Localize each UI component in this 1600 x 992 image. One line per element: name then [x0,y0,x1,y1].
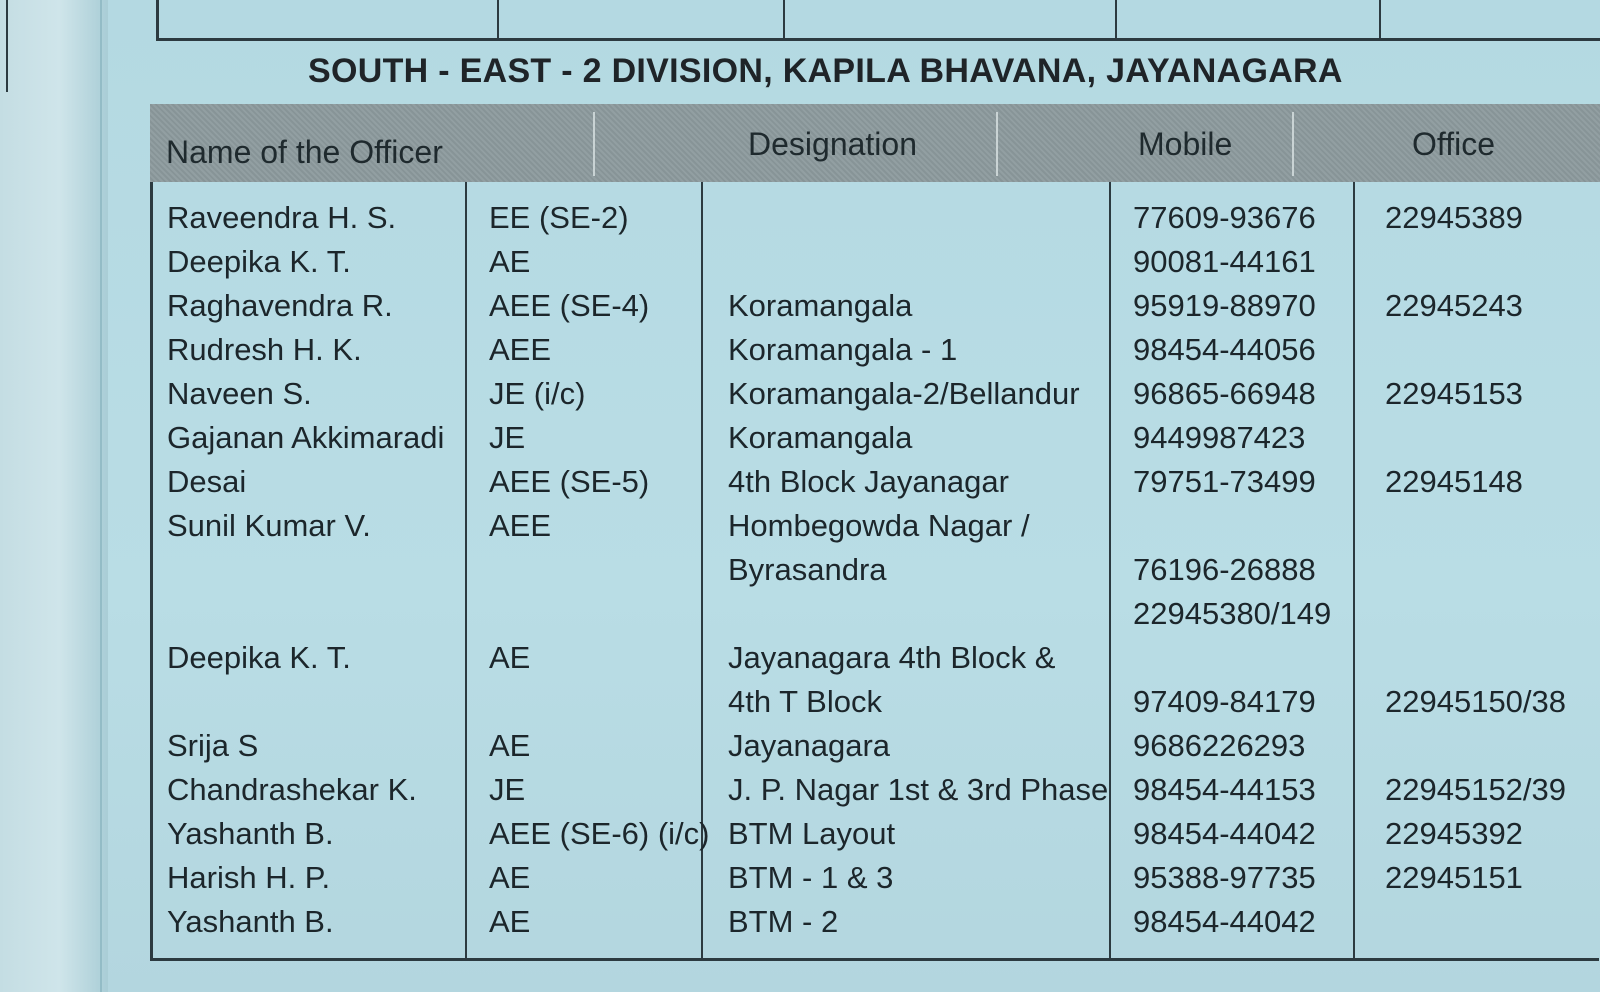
officer-mobile: 79751-73499 [1133,464,1316,499]
officer-area: 4th T Block [728,684,882,719]
officer-designation: AE [489,860,531,895]
header-name: Name of the Officer [166,134,443,170]
officer-office: 22945148 [1385,464,1523,499]
officer-area: BTM - 2 [728,904,839,939]
table-row [153,200,1599,242]
officer-area: Koramangala - 1 [728,332,958,367]
officer-area: Koramangala-2/Bellandur [728,376,1080,411]
officer-name: Rudresh H. K. [167,332,362,367]
officer-area: BTM Layout [728,816,896,851]
table-row [153,596,1599,638]
officer-mobile: 98454-44056 [1133,332,1316,367]
table-row [153,640,1599,682]
officer-mobile: 95388-97735 [1133,860,1316,895]
officer-office: 22945153 [1385,376,1523,411]
officer-area: Koramangala [728,288,913,323]
officer-mobile: 95919-88970 [1133,288,1316,323]
prev-col-divider [783,0,785,38]
officer-designation: AE [489,728,531,763]
previous-table-fragment [156,0,1600,41]
officer-designation: AEE (SE-6) (i/c) [489,816,710,851]
officer-name: Naveen S. [167,376,312,411]
header-divider [996,112,998,176]
officer-name: Desai [167,464,247,499]
officer-area: Hombegowda Nagar / [728,508,1030,543]
officer-name: Deepika K. T. [167,244,351,279]
officer-designation: JE [489,772,526,807]
officer-table [150,104,1600,962]
table-row [153,772,1599,814]
officer-area: Koramangala [728,420,913,455]
prev-col-divider [1115,0,1117,38]
header-mobile: Mobile [1138,126,1233,162]
officer-office: 22945243 [1385,288,1523,323]
table-row [153,816,1599,858]
officer-area: Byrasandra [728,552,887,587]
prev-col-divider [1379,0,1381,38]
officer-area: Jayanagara [728,728,891,763]
officer-designation: AE [489,244,531,279]
officer-designation: EE (SE-2) [489,200,629,235]
officer-mobile: 96865-66948 [1133,376,1316,411]
table-row [153,728,1599,770]
officer-name: Raghavendra R. [167,288,393,323]
table-row [153,904,1599,946]
officer-area: J. P. Nagar 1st & 3rd Phase [728,772,1109,807]
officer-mobile: 22945380/149 [1133,596,1332,631]
officer-name: Deepika K. T. [167,640,351,675]
header-divider [1292,112,1294,176]
header-divider [593,112,595,176]
table-row [153,288,1599,330]
table-row [153,684,1599,726]
officer-mobile: 76196-26888 [1133,552,1316,587]
table-row [153,332,1599,374]
officer-name: Sunil Kumar V. [167,508,371,543]
document-page [108,0,1600,992]
officer-name: Yashanth B. [167,904,334,939]
officer-mobile: 9449987423 [1133,420,1306,455]
table-row [153,552,1599,594]
officer-designation: JE [489,420,526,455]
officer-name: Raveendra H. S. [167,200,397,235]
page-edge-line [6,0,8,92]
officer-designation: AEE [489,332,552,367]
officer-mobile: 90081-44161 [1133,244,1316,279]
table-header [150,104,1600,182]
page-fold-line [100,0,102,992]
officer-name: Harish H. P. [167,860,331,895]
table-row [153,508,1599,550]
prev-col-divider [497,0,499,38]
officer-mobile: 77609-93676 [1133,200,1316,235]
officer-designation: AE [489,904,531,939]
table-row [153,464,1599,506]
officer-designation: AE [489,640,531,675]
officer-mobile: 98454-44042 [1133,904,1316,939]
officer-name: Gajanan Akkimaradi [167,420,445,455]
officer-designation: AEE [489,508,552,543]
table-row [153,860,1599,902]
header-office: Office [1412,126,1495,162]
header-designation: Designation [748,126,917,162]
officer-office: 22945152/39 [1385,772,1567,807]
table-row [153,244,1599,286]
table-body [150,182,1599,961]
officer-mobile: 98454-44042 [1133,816,1316,851]
officer-mobile: 9686226293 [1133,728,1306,763]
table-row [153,420,1599,462]
officer-designation: AEE (SE-5) [489,464,650,499]
officer-area: Jayanagara 4th Block & [728,640,1056,675]
page-edge [0,0,108,992]
table-row [153,376,1599,418]
officer-name: Chandrashekar K. [167,772,417,807]
officer-office: 22945151 [1385,860,1523,895]
officer-office: 22945150/38 [1385,684,1567,719]
officer-name: Srija S [167,728,259,763]
division-heading: SOUTH - EAST - 2 DIVISION, KAPILA BHAVANA, JAYANAGARA [308,52,1343,90]
officer-name: Yashanth B. [167,816,334,851]
officer-mobile: 97409-84179 [1133,684,1316,719]
officer-area: BTM - 1 & 3 [728,860,894,895]
officer-mobile: 98454-44153 [1133,772,1316,807]
officer-area: 4th Block Jayanagar [728,464,1009,499]
officer-office: 22945392 [1385,816,1523,851]
officer-designation: AEE (SE-4) [489,288,650,323]
officer-office: 22945389 [1385,200,1523,235]
officer-designation: JE (i/c) [489,376,586,411]
